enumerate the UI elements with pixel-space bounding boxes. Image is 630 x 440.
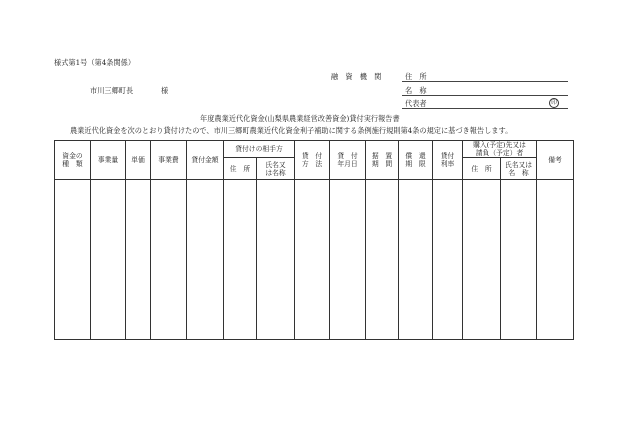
header-repayment-period: 償 還 期 限 bbox=[399, 141, 433, 180]
report-title: 年度農業近代化資金(山梨県農業経営改善資金)貸付実行報告書 bbox=[200, 114, 400, 123]
cell-purchase-name bbox=[501, 180, 537, 340]
header-loan-method: 貸 付 方 法 bbox=[295, 141, 330, 180]
seal-mark: 印 bbox=[549, 98, 559, 108]
name-label: 名 称 bbox=[405, 86, 427, 95]
institution-label: 融 資 機 関 bbox=[331, 72, 382, 81]
table-body-row bbox=[55, 180, 574, 340]
addressee: 市川三郷町長 bbox=[90, 86, 134, 95]
header-deferment-period: 据 置 期 間 bbox=[366, 141, 399, 180]
header-loan-rate: 貸付 利率 bbox=[433, 141, 463, 180]
cell-deferment-period bbox=[366, 180, 399, 340]
cell-unit-price bbox=[126, 180, 151, 340]
header-loan-amount: 貸付金額 bbox=[187, 141, 224, 180]
cell-loan-method bbox=[295, 180, 330, 340]
header-project-cost: 事業費 bbox=[151, 141, 187, 180]
cell-loan-rate bbox=[433, 180, 463, 340]
header-remarks: 備考 bbox=[537, 141, 574, 180]
name-underline bbox=[402, 95, 568, 96]
cell-project-cost bbox=[151, 180, 187, 340]
header-loan-date: 貸 付 年月日 bbox=[330, 141, 366, 180]
cell-remarks bbox=[537, 180, 574, 340]
header-unit-price: 単価 bbox=[126, 141, 151, 180]
cell-loan-amount bbox=[187, 180, 224, 340]
header-borrower-name: 氏名又 は名称 bbox=[257, 158, 295, 180]
header-purchase-address: 住 所 bbox=[463, 158, 501, 180]
header-fund-type: 資金の 種 類 bbox=[55, 141, 91, 180]
cell-repayment-period bbox=[399, 180, 433, 340]
header-borrower-group: 貸付けの相手方 bbox=[224, 141, 295, 158]
form-number: 様式第1号（第4条関係） bbox=[54, 58, 136, 67]
cell-loan-date bbox=[330, 180, 366, 340]
report-statement: 農業近代化資金を次のとおり貸付けたので、市川三郷町農業近代化資金利子補助に関する条例施行規則第4条の規定に基づき報告します。 bbox=[70, 126, 513, 135]
header-purchase-group: 購入(予定)先又は 請負（予定）者 bbox=[463, 141, 537, 158]
address-label: 住 所 bbox=[405, 72, 427, 81]
cell-borrower-name bbox=[257, 180, 295, 340]
cell-borrower-address bbox=[224, 180, 257, 340]
addressee-suffix: 様 bbox=[161, 86, 169, 95]
cell-fund-type bbox=[55, 180, 91, 340]
representative-label: 代表者 bbox=[405, 99, 427, 108]
header-borrower-address: 住 所 bbox=[224, 158, 257, 180]
cell-project-qty bbox=[91, 180, 126, 340]
representative-underline bbox=[402, 108, 568, 109]
address-underline bbox=[402, 81, 568, 82]
cell-purchase-address bbox=[463, 180, 501, 340]
header-purchase-name: 氏名又は 名 称 bbox=[501, 158, 537, 180]
loan-report-table bbox=[54, 140, 574, 340]
header-project-qty: 事業量 bbox=[91, 141, 126, 180]
